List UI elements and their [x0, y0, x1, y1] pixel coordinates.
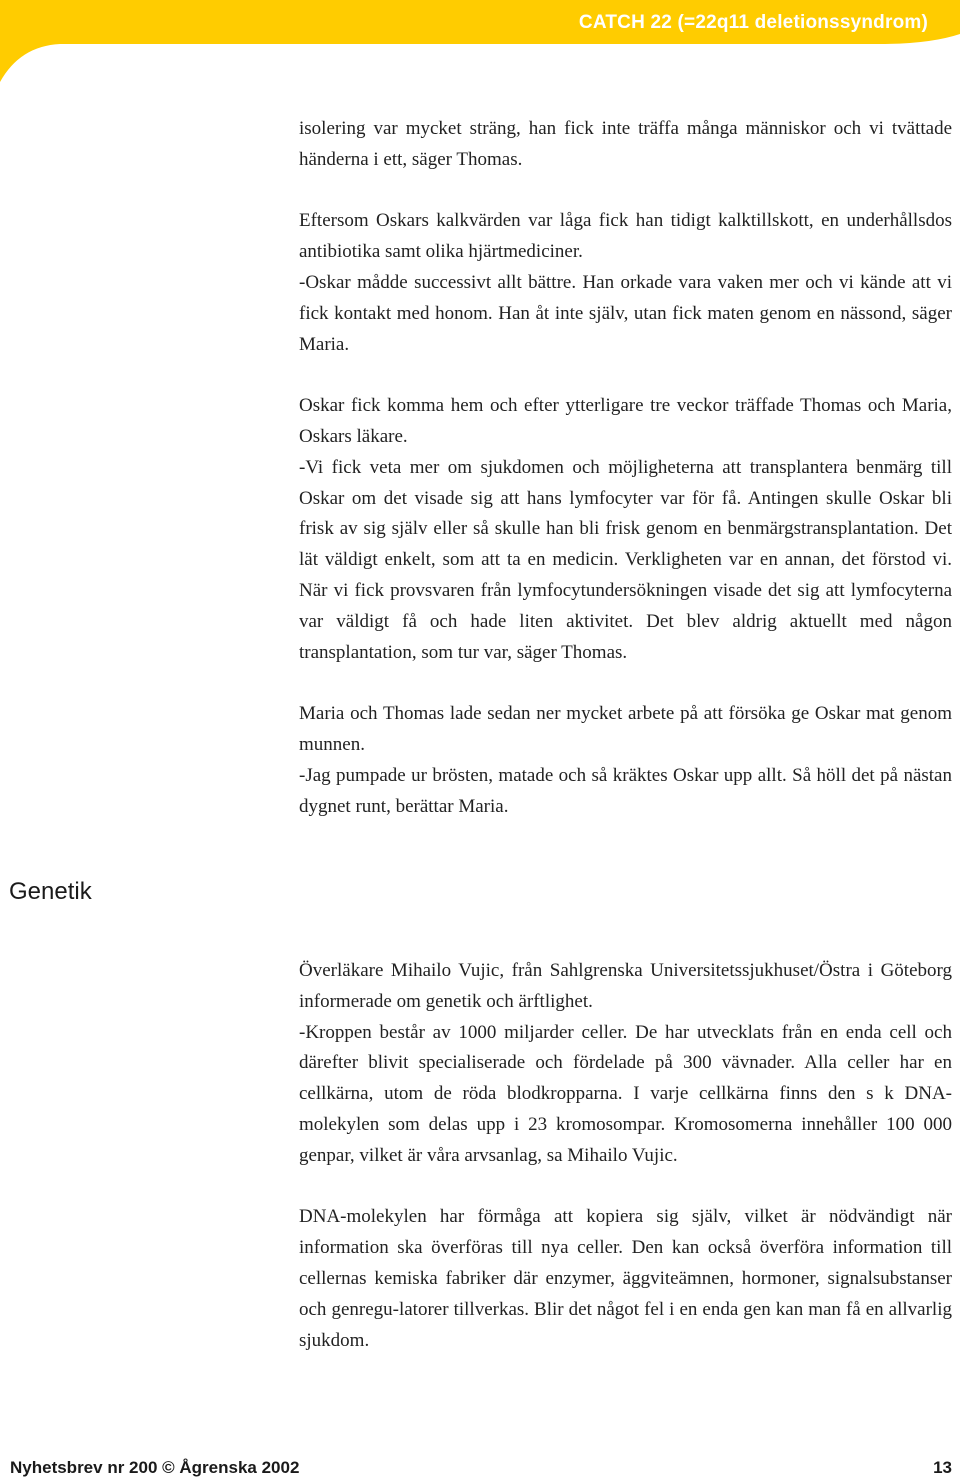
paragraph: -Kroppen består av 1000 miljarder celler. De har utvecklats från en enda cell och därefter blivit specialiserade och fördelade på 300 vävnader. Alla celler har en cellkärna, utom de röda blodkropparna. I varje cellkärna finns den s k DNA-molekylen som delas upp i 23 kromosompar. Kromosomerna innehåller 100 000 genpar, vilket är våra arvsanlag, sa Mihailo Vujic. [299, 1021, 952, 1166]
paragraph-spacer [299, 1172, 952, 1203]
paragraph-spacer [299, 360, 952, 391]
paragraph: -Jag pumpade ur brösten, matade och så kräktes Oskar upp allt. Så höll det på nästan dygnet runt, berättar Maria. [299, 764, 952, 817]
header-title: CATCH 22 (=22q11 deletionssyndrom) [578, 12, 928, 33]
paragraph-spacer [299, 668, 952, 699]
paragraph: Eftersom Oskars kalkvärden var låga fick han tidigt kalktillskott, en underhållsdos antibiotika samt olika hjärtmediciner. [299, 210, 952, 263]
article-body-top [299, 114, 952, 822]
paragraph-spacer [299, 176, 952, 207]
paragraph: -Oskar mådde successivt allt bättre. Han orkade vara vaken mer och vi kände att vi fick kontakt med honom. Han åt inte själv, utan fick maten genom en nässond, säger Maria. [299, 271, 952, 355]
page-footer [10, 1458, 952, 1482]
paragraph: isolering var mycket sträng, han fick inte träffa många människor och vi tvättade händerna i ett, säger Thomas. [299, 118, 952, 170]
paragraph: Maria och Thomas lade sedan ner mycket arbete på att försöka ge Oskar mat genom munnen. [299, 703, 952, 755]
paragraph: Överläkare Mihailo Vujic, från Sahlgrenska Universitetssjukhuset/Östra i Göteborg informerade om genetik och ärftlighet. [299, 960, 952, 1012]
paragraph: -Vi fick veta mer om sjukdomen och möjligheterna att transplantera benmärg till Oskar om det visade sig att hans lymfocyter var för få. Antingen skulle Oskar bli frisk av sig själv eller så skulle han bli frisk genom en benmärgstransplantation. Det lät väldigt enkelt, som att ta en medicin. Verkligheten var en annan, det förstod vi. När vi fick provsvaren från lymfocytundersökningen visade det sig att lymfocyterna var väldigt få och hade liten aktivitet. Det blev aldrig aktuellt med någon transplantation, som tur var, säger Thomas. [299, 456, 952, 663]
page-number: 13 [933, 1458, 952, 1477]
section-heading: Genetik [9, 878, 92, 905]
footer-publication: Nyhetsbrev nr 200 © Ågrenska 2002 [10, 1458, 300, 1477]
article-body-bottom [299, 956, 952, 1356]
paragraph: Oskar fick komma hem och efter ytterligare tre veckor träffade Thomas och Maria, Oskars läkare. [299, 395, 952, 447]
paragraph: DNA-molekylen har förmåga att kopiera sig själv, vilket är nödvändigt när information ska överföras till nya celler. Den kan också överföra information till cellernas kemiska fabriker där enzymer, äggviteämnen, hormoner, signalsubstanser och genregu-latorer tillverkas. Blir det något fel i en enda gen kan man få en allvarlig sjukdom. [299, 1206, 952, 1351]
